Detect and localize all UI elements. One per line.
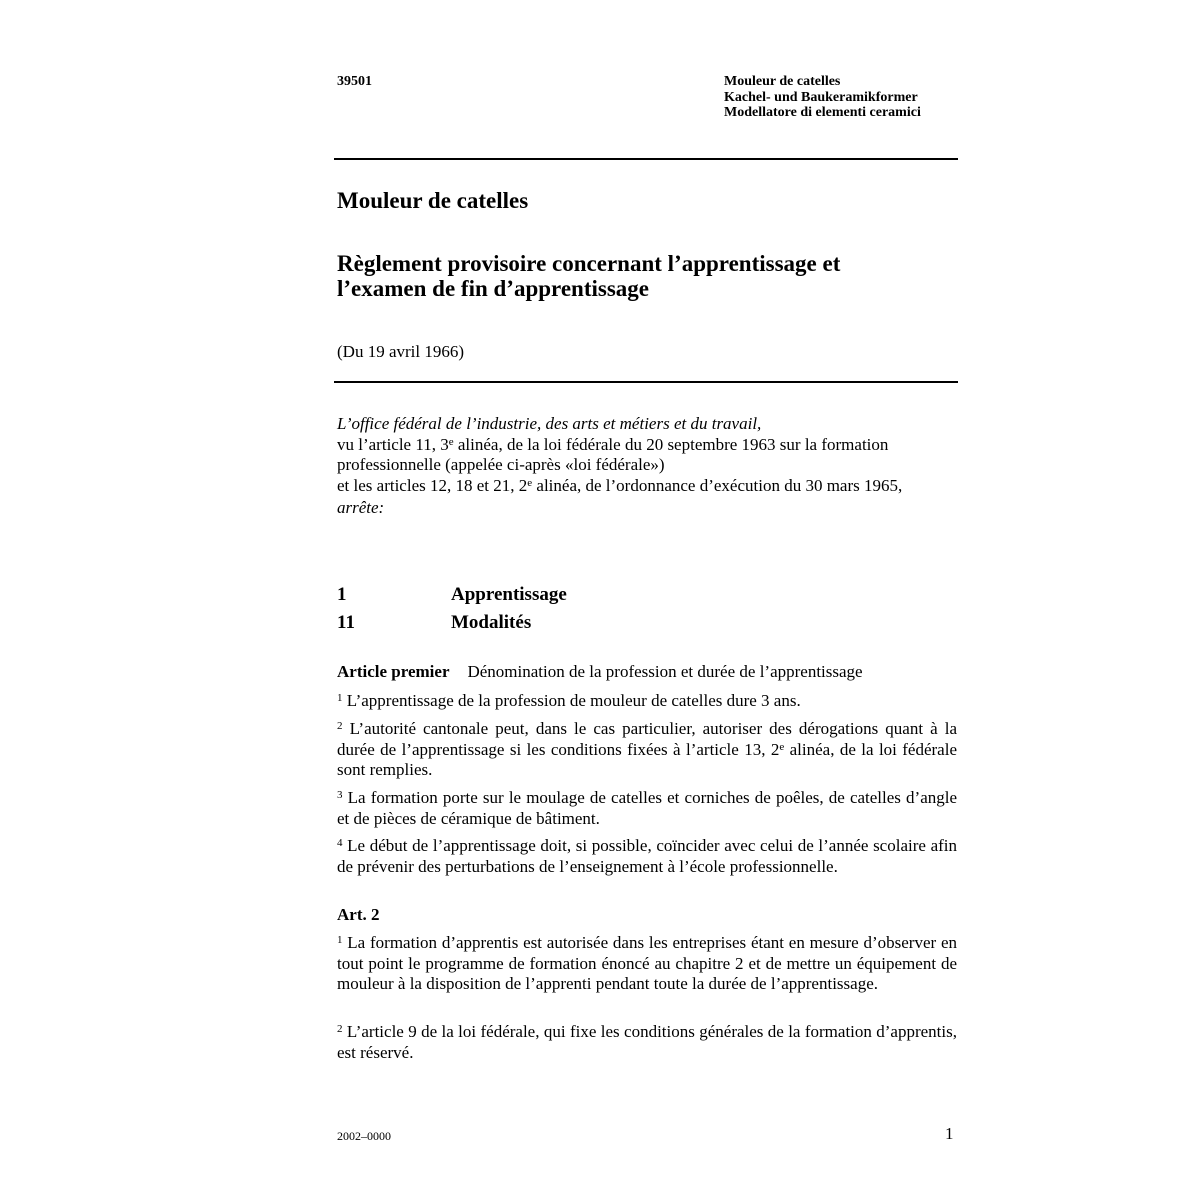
article-1-paragraph-1 <box>337 691 957 712</box>
preamble-basis-2-text-b: alinéa, de l’ordonnance d’exécution du 30 mars 1965, <box>532 475 903 495</box>
paragraph-number: 1 <box>337 934 343 946</box>
page-subtitle <box>337 251 840 301</box>
paragraph-number: 2 <box>337 720 343 732</box>
paragraph-text: La formation porte sur le moulage de catelles et corniches de poêles, de catelles d’angle et de pièces de céramique de bâtiment. <box>337 788 958 828</box>
section-title: Apprentissage <box>451 584 567 605</box>
page-title: Mouleur de catelles <box>337 188 529 213</box>
preamble-basis-2-text-a: et les articles 12, 18 et 21, 2 <box>337 475 528 495</box>
paragraph-number: 3 <box>337 789 343 801</box>
paragraph-text: Le début de l’apprentissage doit, si possible, coïncider avec celui de l’année scolaire afin de prévenir des perturbations de l’enseignement à l’école professionnelle. <box>337 836 958 876</box>
article-2-paragraph-1 <box>337 933 957 995</box>
article-1-paragraph-3 <box>337 788 957 829</box>
article-1-paragraph-4 <box>337 836 957 877</box>
document-number: 39501 <box>337 74 372 89</box>
preamble-decree: arrête: <box>337 498 385 517</box>
paragraph-text: L’article 9 de la loi fédérale, qui fixe les conditions générales de la formation d’apprentis, est réservé. <box>337 1022 957 1062</box>
section-title: Modalités <box>451 612 532 633</box>
section-number: 11 <box>337 612 355 633</box>
preamble-basis-1-text-b: alinéa, de la loi fédérale du 20 septembre 1963 sur la formation professionnelle (appelée ci-après «loi fédérale») <box>337 434 889 474</box>
paragraph-number: 2 <box>337 1023 343 1035</box>
top-divider <box>334 158 958 160</box>
header-title-fr: Mouleur de catelles <box>724 74 841 89</box>
article-1-paragraph-2 <box>337 719 957 781</box>
subtitle-line-2: l’examen de fin d’apprentissage <box>337 276 649 301</box>
preamble-basis-1 <box>337 435 957 476</box>
preamble-basis-1-text-a: vu l’article 11, 3 <box>337 434 449 454</box>
paragraph-number: 1 <box>337 692 343 704</box>
header-title-de: Kachel- und Baukeramikformer <box>724 89 918 105</box>
paragraph-text: La formation d’apprentis est autorisée dans les entreprises étant en mesure d’observer en tout point le programme de formation énoncé au chapitre 2 et de mettre un équipement de mouleur à la disposition de l’apprenti pendant toute la durée de l’apprentissage. <box>337 933 958 993</box>
article-1-title: Dénomination de la profession et durée de l’apprentissage <box>467 662 863 681</box>
preamble-basis-1-sup: e <box>448 435 454 448</box>
header-titles <box>724 74 921 121</box>
footer-code: 2002–0000 <box>337 1129 391 1143</box>
middle-divider <box>334 381 958 383</box>
paragraph-text-b: alinéa, de la loi fédérale sont remplies. <box>337 739 957 779</box>
preamble-basis-2-sup: e <box>527 476 533 489</box>
article-1-heading <box>337 662 957 683</box>
article-1-label: Article premier <box>337 662 450 681</box>
preamble <box>337 414 957 519</box>
subtitle-line-1: Règlement provisoire concernant l’apprentissage et <box>337 251 841 276</box>
article-2-heading: Art. 2 <box>337 905 380 924</box>
page-number: 1 <box>945 1124 954 1143</box>
preamble-authority: L’office fédéral de l’industrie, des arts et métiers et du travail, <box>337 414 762 433</box>
paragraph-number: 4 <box>337 837 343 849</box>
article-2-paragraph-2 <box>337 1022 957 1063</box>
section-number: 1 <box>337 584 347 605</box>
paragraph-text: L’apprentissage de la profession de mouleur de catelles dure 3 ans. <box>346 691 801 710</box>
document-date: (Du 19 avril 1966) <box>337 342 465 361</box>
paragraph-text-a: L’autorité cantonale peut, dans le cas particulier, autoriser des dérogations quant à la durée de l’apprentissage si les conditions fixées à l’article 13, 2 <box>337 719 957 759</box>
paragraph-sup: e <box>779 740 785 753</box>
preamble-basis-2 <box>337 476 957 497</box>
header-title-it: Modellatore di elementi ceramici <box>724 105 921 120</box>
